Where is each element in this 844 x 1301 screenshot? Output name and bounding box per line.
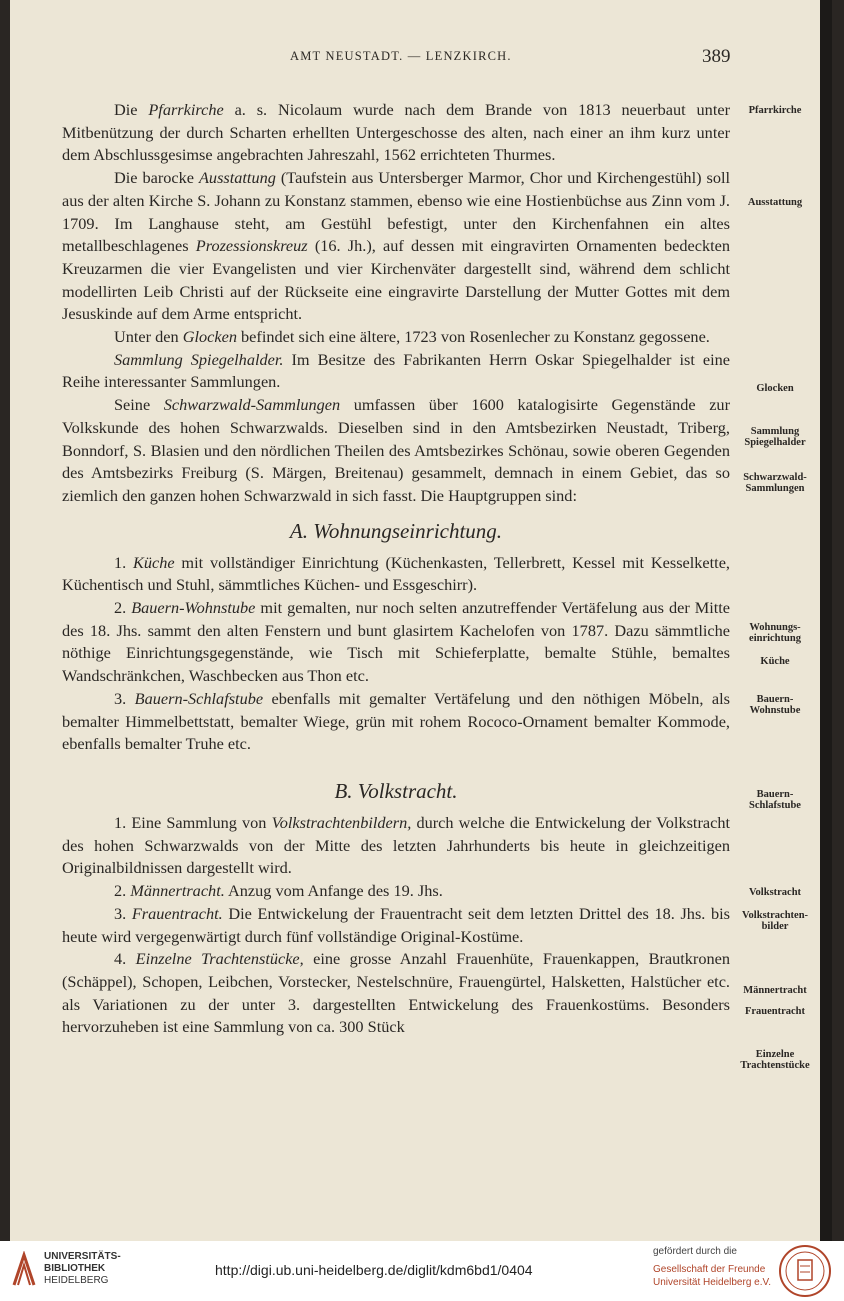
margin-note-glocken: Glocken — [756, 383, 794, 394]
margin-note-schlafstube: Bauern- Schlafstube — [749, 789, 801, 811]
margin-note-pfarrkirche: Pfarrkirche — [748, 105, 802, 116]
paragraph-pfarrkirche: Die Pfarrkirche a. s. Nicolaum wurde nach dem Brande von 1813 neuerbaut unter Mitbenützung der durch Scharten erhellten Untergeschosse des alten, nach einer an ihm kurz unter dem Abschlussgesimse angebrachten Jahreszahl, 1562 errichteten Thurmes. — [62, 100, 730, 165]
item-volkstrachtenbilder: 1. Eine Sammlung von Volkstrachtenbildern, durch welche die Entwickelung der Volkstracht des hohen Schwarzwalds von der Mitte des letzten Jahrhunderts bis heute in gleichzeitigen Originalbildnissen dargestellt wird. — [62, 812, 730, 878]
margin-note-ausstattung: Ausstattung — [747, 197, 803, 208]
item-schlafstube: 3. Bauern-Schlafstube ebenfalls mit gemalter Vertäfelung und den nöthigen Möbeln, als bemalter Himmelbettstatt, bemalter Wiege, grün mit rohem Rococo-Ornament bemalter Kommode, ebenfalls bemalter Truhe etc. — [62, 688, 731, 754]
viewer-footer — [0, 1241, 844, 1301]
section-heading-b: B. Volkstracht. — [334, 778, 458, 803]
paragraph-sammlung: Sammlung Spiegelhalder. Im Besitze des Fabrikanten Herrn Oskar Spiegelhalder ist eine Reihe interessanter Sammlungen. — [62, 349, 730, 392]
margin-note-frauentracht: Frauentracht — [744, 1006, 806, 1017]
margin-note-schwarzwald: Schwarzwald- Sammlungen — [743, 472, 807, 494]
section-heading-a: A. Wohnungseinrichtung. — [289, 518, 503, 543]
page-edge-shadow — [820, 0, 832, 1241]
margin-note-wohnungseinrichtung: Wohnungs- einrichtung — [749, 622, 801, 644]
paragraph-glocken: Unter den Glocken befindet sich eine ältere, 1723 von Rosenlecher zu Konstanz gegossene. — [114, 327, 710, 347]
paragraph-ausstattung: Die barocke Ausstattung (Taufstein aus Untersberger Marmor, Chor und Kirchengestühl) soll aus der alten Kirche S. Johann zu Konstanz stammen, ebenso wie eine Hostienbüchse aus Zinn vom J. 1709. Im Langhause steht, am Gestühl befestigt, unter den Kirchenfahnen ein altes metallbeschlagenes Prozessionskreuz (16. Jh.), auf dessen mit eingravirten Ornamenten bedeckten Kreuzarmen die vier Evangelisten und vier Kirchenväter dargestellt sind, während dem schlicht modellirten Leib Christi auf der Rückseite eine eingravirte Darstellung der Mutter Gottes mit dem Jesuskinde auf dem Arme entspricht. — [62, 168, 731, 324]
running-title: AMT NEUSTADT. — LENZKIRCH. — [290, 49, 512, 63]
university-seal-icon — [778, 1244, 832, 1298]
library-logo-icon — [10, 1251, 38, 1289]
body-text — [62, 99, 730, 1039]
item-trachtenstuecke: 4. Einzelne Trachtenstücke, eine grosse Anzahl Frauenhüte, Frauenkappen, Brautkronen (Schäppel), Schopen, Leibchen, Vorstecker, Nestelschnüre, Frauengürtel, Halsketten, Halstücher etc. als Variationen zu der unter 3. dargestellten Entwickelung des Frauenkostüms. Besonders hervorzuheben ist eine Sammlung von ca. 300 Stück — [62, 949, 730, 1037]
item-frauentracht: 3. Frauentracht. Die Entwickelung der Frauentracht seit dem letzten Drittel des 18. Jhs. bis heute wird vergegenwärtigt durch fünf vollständige Original-Kostüme. — [62, 903, 730, 946]
margin-note-maennertracht: Männertracht — [743, 985, 807, 996]
item-kueche: 1. Küche mit vollständiger Einrichtung (Küchenkasten, Tellerbrett, Kessel mit Kesselkette, Küchentisch und Stuhl, sämmtliches Küchen- und Essgeschirr). — [62, 552, 730, 595]
margin-note-wohnstube: Bauern- Wohnstube — [749, 694, 801, 716]
permalink-url[interactable]: http://digi.ub.uni-heidelberg.de/diglit/kdm6bd1/0404 — [215, 1262, 533, 1278]
margin-note-volkstrachtenbilder: Volkstrachten- bilder — [741, 910, 809, 932]
margin-note-spiegelhalder: Sammlung Spiegelhalder — [744, 426, 806, 448]
page-number: 389 — [702, 46, 731, 67]
library-name: UNIVERSITÄTS- BIBLIOTHEK HEIDELBERG — [44, 1251, 121, 1286]
margin-note-trachtenstuecke: Einzelne Trachtenstücke — [740, 1049, 810, 1071]
margin-note-kueche: Küche — [760, 656, 790, 667]
paragraph-schwarzwald: Seine Schwarzwald-Sammlungen umfassen über 1600 katalogisirte Gegenstände zur Volkskunde des hohen Schwarzwalds. Dieselben sind in den Amtsbezirken Neustadt, Triberg, Bonndorf, S. Blasien und den nördlichen Theilen des Amtsbezirkes Schönau, sowie oberen Gegenden des Amtsbezirks Freiburg (S. Märgen, Breitenau) gesammelt, demnach in einem Gebiet, das so ziemlich den ganzen hohen Schwarzwald in sich fasst. Die Hauptgruppen sind: — [62, 395, 730, 505]
item-wohnstube: 2. Bauern-Wohnstube mit gemalten, nur noch selten anzutreffender Vertäfelung aus der Mitte des 18. Jhs. sammt den alten Fenstern und bunt glasirtem Kachelofen von 1787. Dazu sämmtliche nöthige Einrichtungsgegenstände, wie Tisch mit Schieferplatte, bemalte Stühle, bemaltes Wandschränkchen, Waschbecken aus Thon etc. — [62, 598, 731, 686]
society-name: Gesellschaft der Freunde Universität Heidelberg e.V. — [653, 1264, 772, 1288]
item-maennertracht: 2. Männertracht. Anzug vom Anfange des 19. Jhs. — [114, 881, 443, 901]
funded-by-label: gefördert durch die — [653, 1246, 737, 1257]
margin-note-volkstracht: Volkstracht — [748, 887, 802, 898]
